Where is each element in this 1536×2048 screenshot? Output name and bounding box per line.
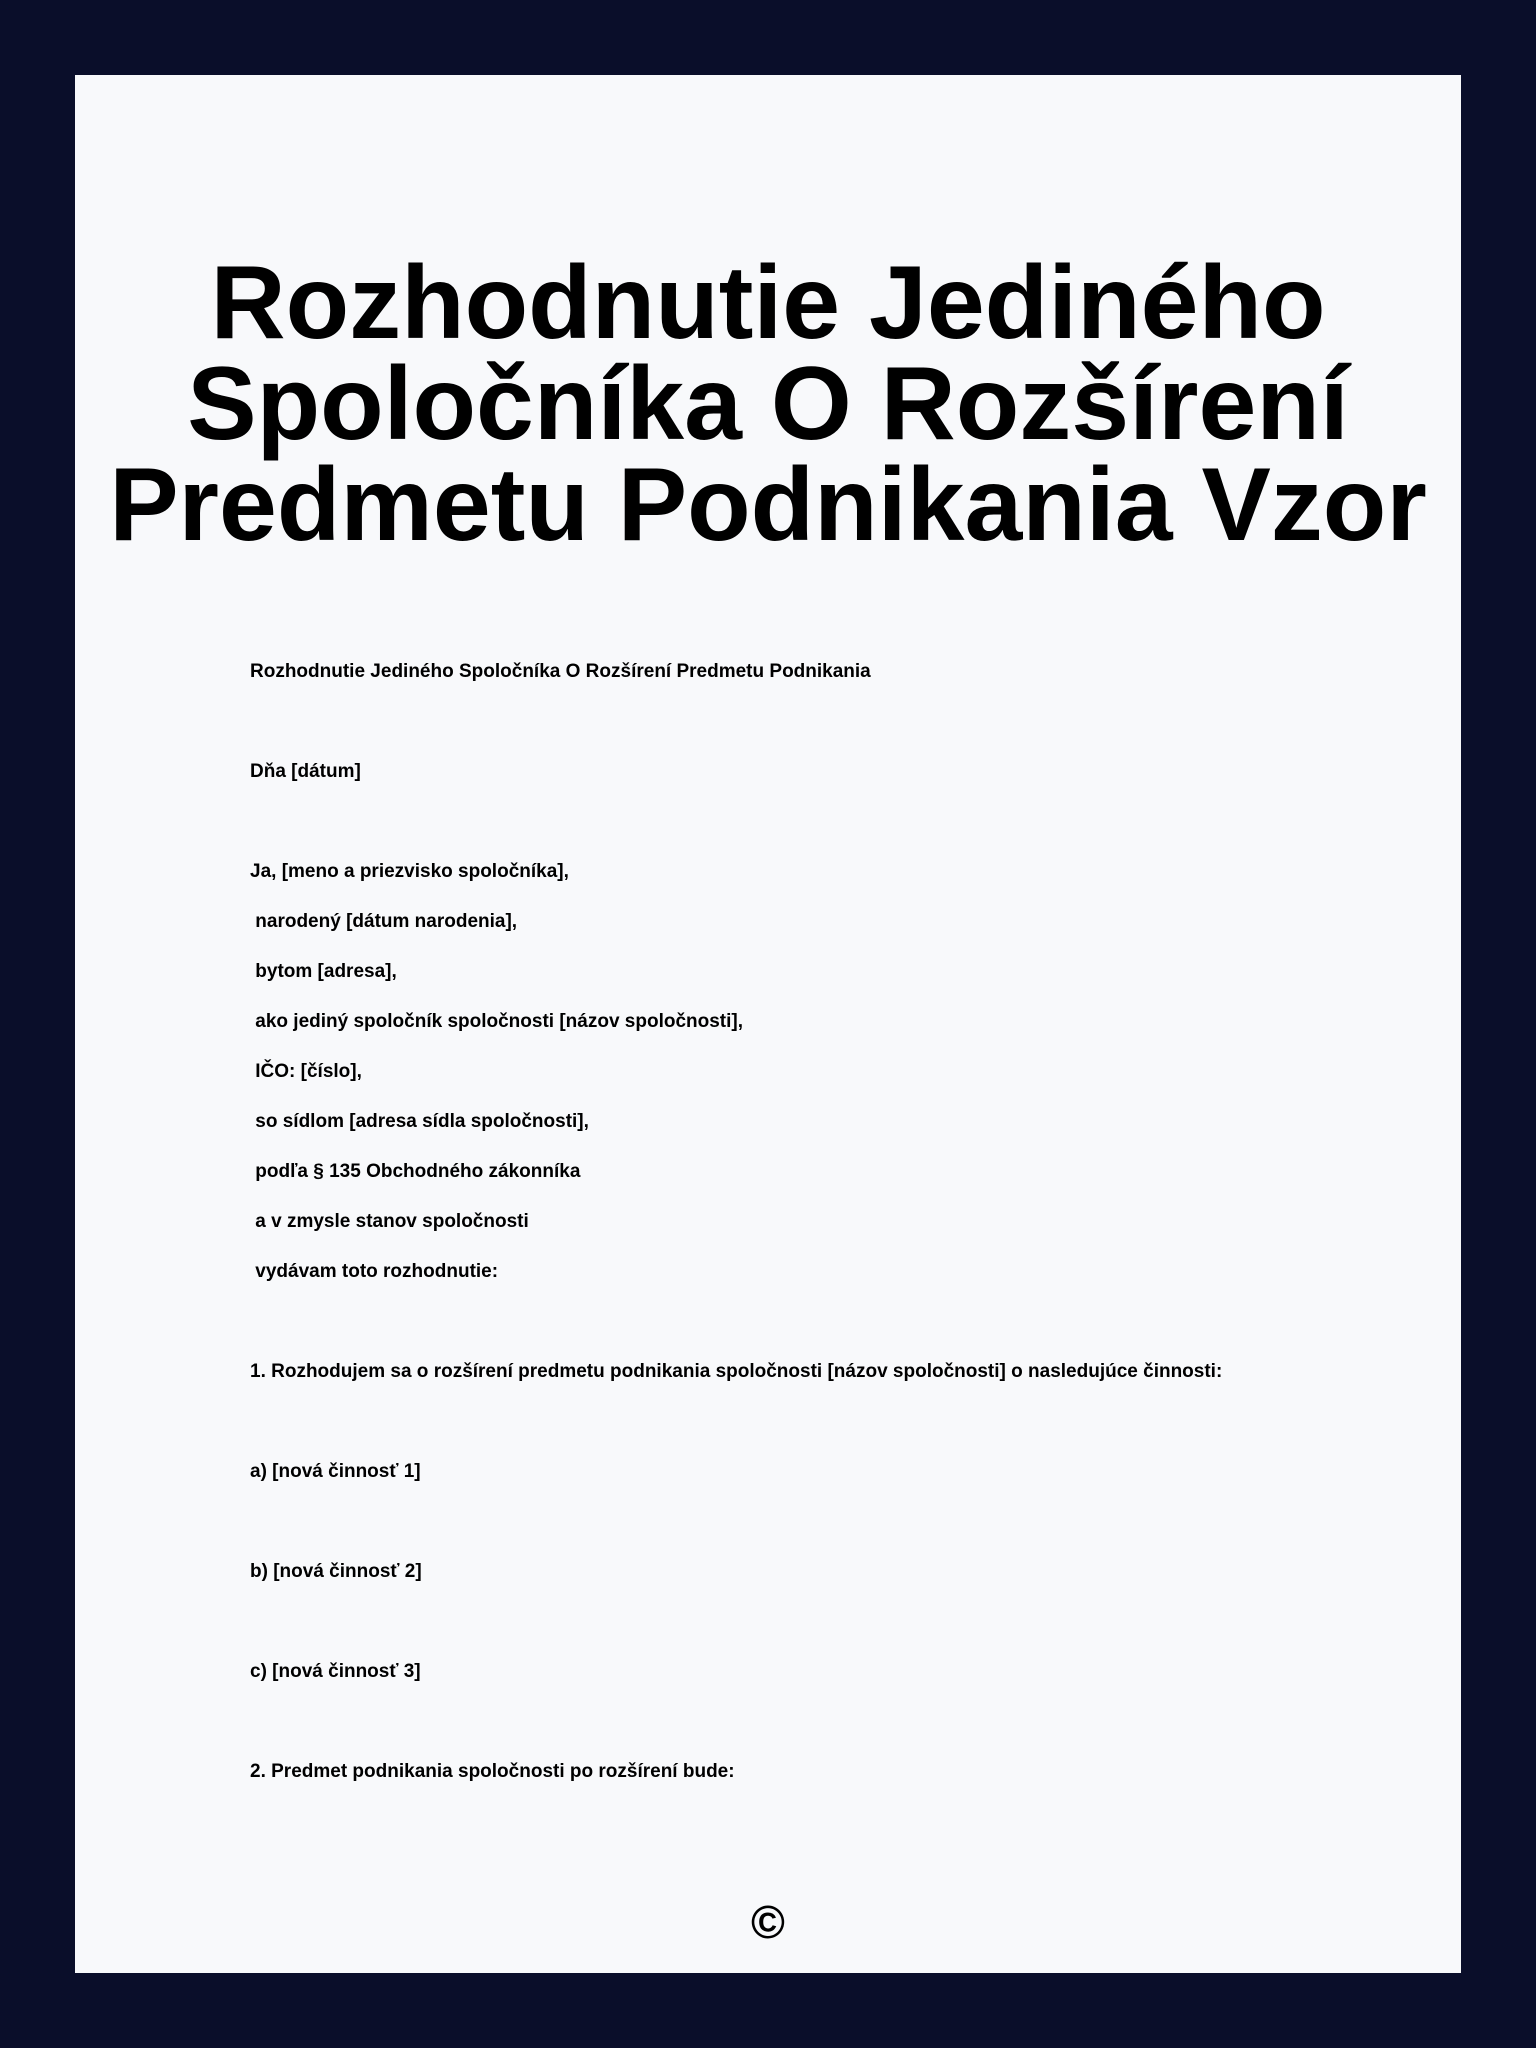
document-title: Rozhodnutie Jediného Spoločníka O Rozšírení Predmetu Podnikania Vzor (109, 245, 1427, 563)
intro-line: bytom [adresa], (250, 961, 397, 982)
spacer (250, 1697, 1380, 1747)
intro-line: vydávam toto rozhodnutie: (250, 1261, 499, 1282)
point-2: 2. Predmet podnikania spoločnosti po rozšírení bude: (250, 1761, 735, 1782)
spacer (250, 697, 1380, 747)
document-page (75, 75, 1461, 1973)
spacer (250, 1297, 1380, 1347)
intro-line: Ja, [meno a priezvisko spoločníka], (250, 861, 569, 882)
intro-line: podľa § 135 Obchodného zákonníka (250, 1161, 581, 1182)
document-body (250, 647, 1380, 1797)
intro-line: so sídlom [adresa sídla spoločnosti], (250, 1111, 589, 1132)
spacer (250, 1497, 1380, 1547)
item-b: b) [nová činnosť 2] (250, 1561, 422, 1582)
date-line: Dňa [dátum] (250, 761, 361, 782)
intro-line: ako jediný spoločník spoločnosti [názov spoločnosti], (250, 1011, 744, 1032)
item-a: a) [nová činnosť 1] (250, 1461, 421, 1482)
spacer (250, 1397, 1380, 1447)
intro-line: a v zmysle stanov spoločnosti (250, 1211, 529, 1232)
spacer (250, 797, 1380, 847)
intro-line: narodený [dátum narodenia], (250, 911, 518, 932)
intro-line: IČO: [číslo], (250, 1061, 362, 1082)
item-c: c) [nová činnosť 3] (250, 1661, 421, 1682)
point-1: 1. Rozhodujem sa o rozšírení predmetu podnikania spoločnosti [názov spoločnosti] o nasledujúce činnosti: (250, 1361, 1223, 1382)
copyright-symbol: © (751, 1896, 785, 1948)
spacer (250, 1597, 1380, 1647)
document-heading: Rozhodnutie Jediného Spoločníka O Rozšírení Predmetu Podnikania (250, 661, 871, 682)
